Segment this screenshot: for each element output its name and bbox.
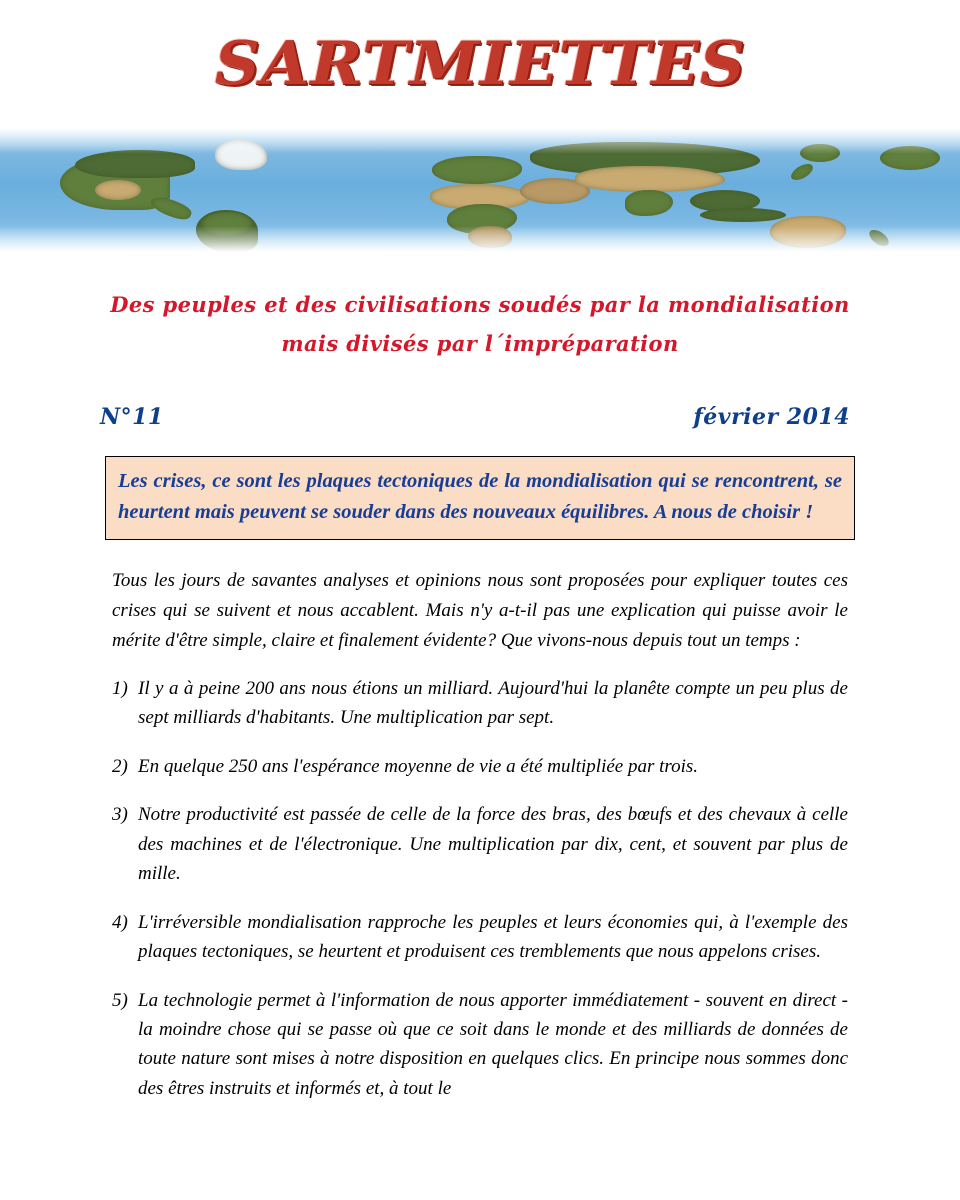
issue-number: N°11 <box>100 403 164 430</box>
intro-text: Tous les jours de savantes analyses et opinions nous sont proposées pour expliquer toutes ces crises qui se suivent et nous accablent. Mais n'y a-t-il pas une explication qui puisse avoir le mérite d'être simple, claire et finalement évidente? Que vivons-nous depuis tout un temps : <box>112 570 848 652</box>
list-item-number: 3) <box>112 804 128 826</box>
list-item-number: 5) <box>112 989 128 1011</box>
list-item-text: La technologie permet à l'information de nous apporter immédiatement - souvent en direct - la moindre chose qui se passe où que ce soit dans le monde et des milliards de données de toute nature sont mises à notre disposition en quelques clics. En principe nous sommes donc des êtres instruits et informés et, à tout le <box>138 989 848 1099</box>
subtitle-line-1: Des peuples et des civilisations soudés par la mondialisation <box>110 292 850 317</box>
list-item-text: L'irréversible mondialisation rapproche les peuples et leurs économies qui, à l'exemple des plaques tectoniques, se heurtent et produisent ces tremblements que nous appelons crises. <box>138 911 848 963</box>
landmass-indonesia <box>700 208 786 222</box>
list-item <box>112 674 848 733</box>
banner-top-fade <box>0 128 960 154</box>
subtitle-line-2: mais divisés par l´impréparation <box>281 330 679 356</box>
landmass-central-asia <box>575 166 725 192</box>
masthead <box>0 0 960 128</box>
list-item <box>112 908 848 967</box>
list-item-number: 1) <box>112 678 128 700</box>
list-item-number: 4) <box>112 911 128 933</box>
issue-date: février 2014 <box>693 403 850 430</box>
list-item-number: 2) <box>112 755 128 777</box>
list-item-text: Notre productivité est passée de celle de la force des bras, des bœufs et des chevaux à celle des machines et de l'électronique. Une multiplication par dix, cent, et souvent par plus de mille. <box>138 804 848 885</box>
list-item <box>112 800 848 888</box>
landmass-canada <box>75 150 195 178</box>
subtitle <box>0 286 960 364</box>
banner-bottom-fade <box>0 226 960 252</box>
highlight-callout: Les crises, ce sont les plaques tectoniques de la mondialisation qui se rencontrent, se heurtent mais peuvent se souder dans des nouveaux équilibres. A nous de choisir ! <box>105 456 855 540</box>
list-item <box>112 752 848 781</box>
issue-line <box>100 404 850 430</box>
page-title: SARTMIETTES <box>214 29 746 99</box>
list-item-text: Il y a à peine 200 ans nous étions un milliard. Aujourd'hui la planête compte un peu plus de sept milliards d'habitants. Une multiplication par sept. <box>138 678 848 729</box>
world-map-banner <box>0 128 960 252</box>
list-item-text: En quelque 250 ans l'espérance moyenne de vie a été multipliée par trois. <box>138 755 699 777</box>
landmass-southwest-usa <box>95 180 141 200</box>
numbered-list <box>112 674 848 1103</box>
intro-paragraph <box>112 566 848 656</box>
list-item <box>112 986 848 1104</box>
